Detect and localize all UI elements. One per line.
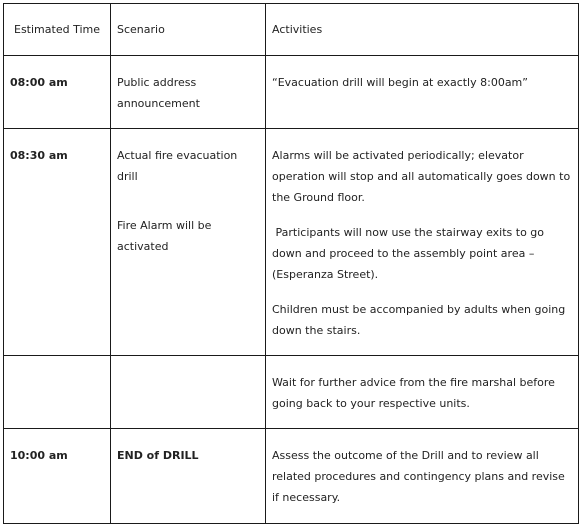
scenario-text — [117, 356, 259, 372]
evacuation-drill-schedule-table — [3, 3, 579, 524]
activities-cell — [266, 356, 579, 429]
scenario-text: END of DRILL — [117, 449, 199, 462]
scenario-cell — [111, 129, 266, 356]
time-value: 10:00 am — [10, 449, 68, 462]
header-scenario: Scenario — [111, 4, 266, 56]
scenario-text: Public address announcement — [117, 76, 200, 110]
table-row — [4, 429, 579, 524]
scenario-text: Actual fire evacuation drill — [117, 149, 238, 183]
scenario-cell — [111, 429, 266, 524]
table-row — [4, 356, 579, 429]
time-value: 08:00 am — [10, 76, 68, 89]
activities-cell — [266, 429, 579, 524]
time-cell — [4, 56, 111, 129]
scenario-text: Fire Alarm will be activated — [117, 219, 212, 253]
activity-text: Wait for further advice from the fire marshal before going back to your respective units. — [272, 376, 555, 410]
activity-text: Participants will now use the stairway exits to go down and proceed to the assembly point area – (Esperanza Street). — [272, 226, 548, 281]
activity-text: Alarms will be activated periodically; elevator operation will stop and all automatically goes down to the Ground floor. — [272, 149, 571, 204]
header-activities: Activities — [266, 4, 579, 56]
time-value: 08:30 am — [10, 149, 68, 162]
time-cell — [4, 356, 111, 429]
activity-text: “Evacuation drill will begin at exactly 8:00am” — [272, 76, 528, 89]
time-value — [10, 356, 104, 372]
scenario-cell — [111, 56, 266, 129]
activities-cell — [266, 129, 579, 356]
activity-text: Assess the outcome of the Drill and to review all related procedures and contingency plans and revise if necessary. — [272, 449, 565, 504]
time-cell — [4, 429, 111, 524]
activity-text: Children must be accompanied by adults when going down the stairs. — [272, 303, 566, 337]
scenario-cell — [111, 356, 266, 429]
table-row — [4, 129, 579, 356]
table-header-row — [4, 4, 579, 56]
activities-cell — [266, 56, 579, 129]
table-row — [4, 56, 579, 129]
header-estimated-time: Estimated Time — [4, 4, 111, 56]
time-cell — [4, 129, 111, 356]
